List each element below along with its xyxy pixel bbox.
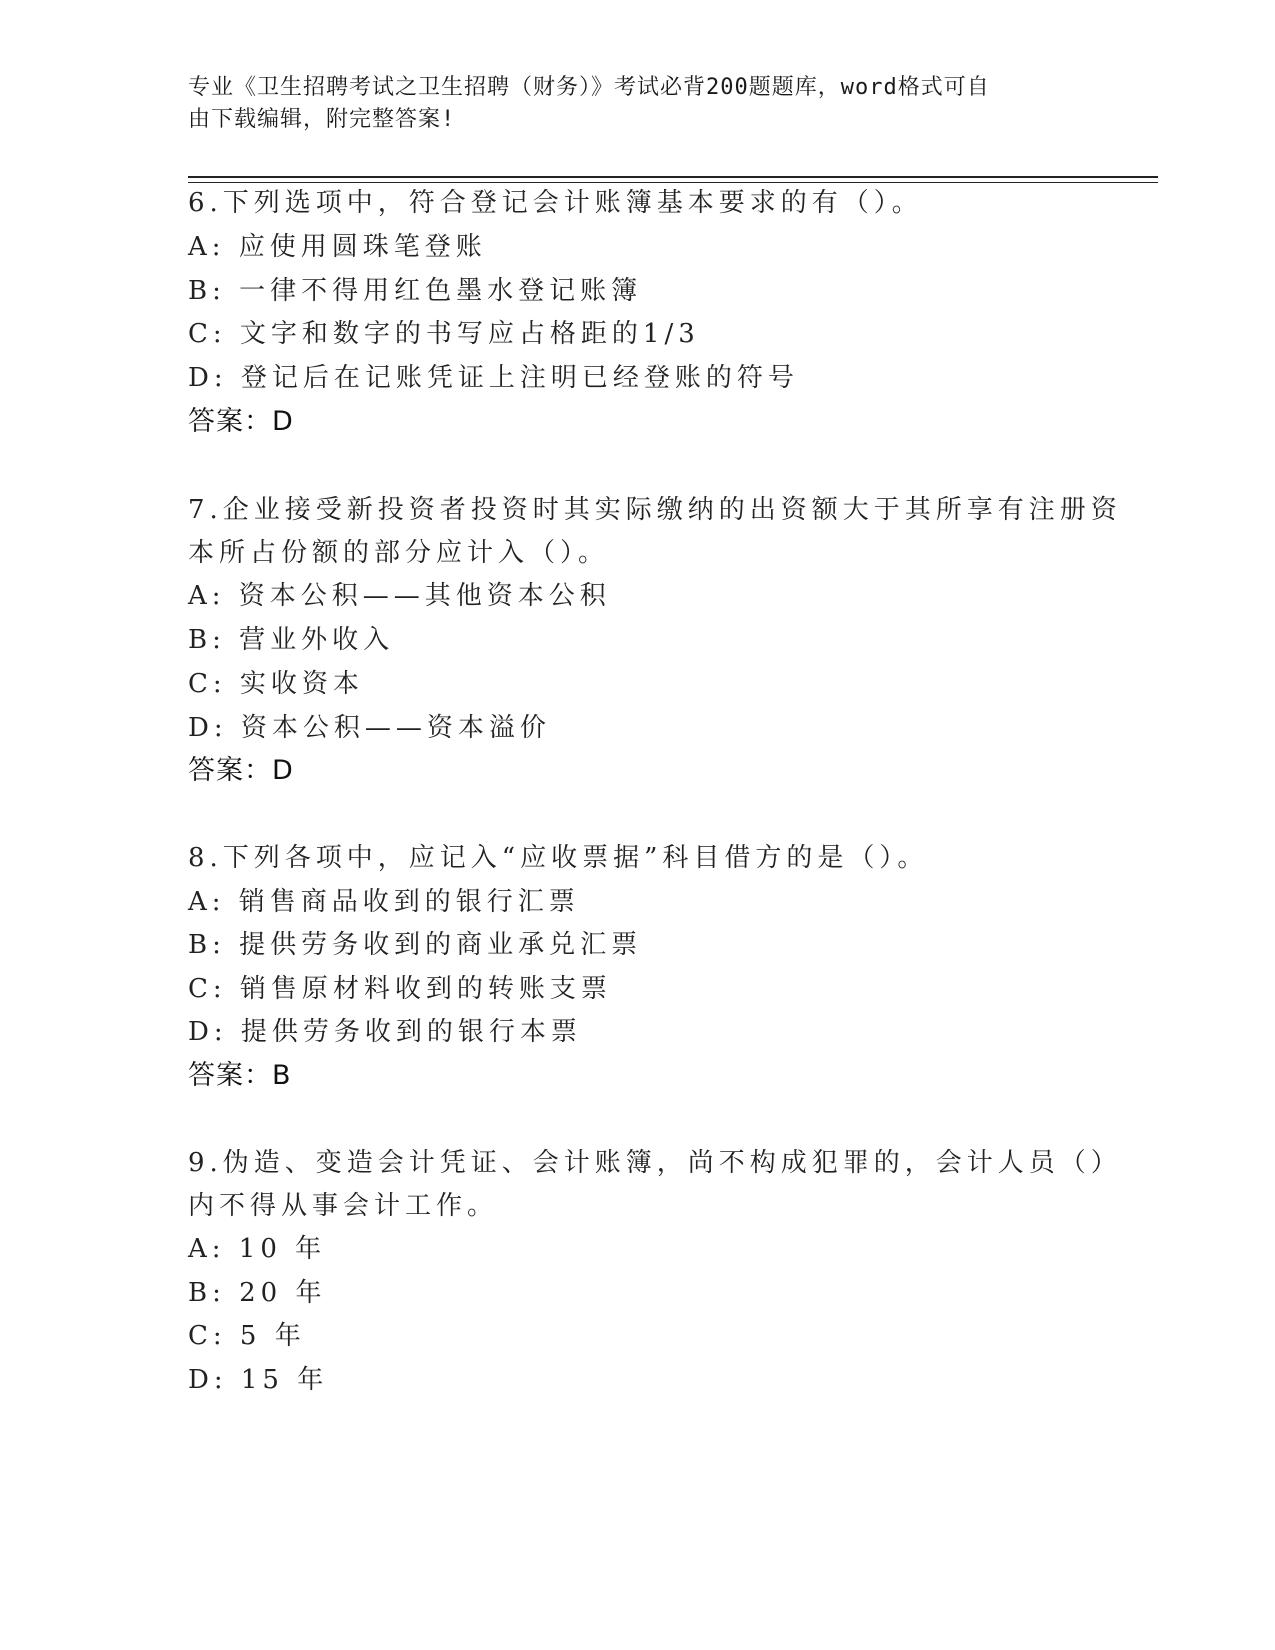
question-6-option-a: A: 应使用圆珠笔登账 — [188, 232, 487, 262]
header-divider-thin — [188, 182, 1158, 183]
header-title-line-1: 专业《卫生招聘考试之卫生招聘（财务）》考试必背200题题库，word格式可自 — [188, 75, 990, 100]
question-9-stem-line-1: 9.伪造、变造会计凭证、会计账簿，尚不构成犯罪的，会计人员（） — [188, 1148, 1122, 1178]
question-9-option-b: B: 20 年 — [188, 1278, 327, 1308]
question-7-stem-line-1: 7.企业接受新投资者投资时其实际缴纳的出资额大于其所享有注册资 — [188, 495, 1122, 525]
question-9-stem-line-2: 内不得从事会计工作。 — [188, 1191, 499, 1221]
question-8-option-a: A: 销售商品收到的银行汇票 — [188, 887, 580, 917]
question-6-option-b: B: 一律不得用红色墨水登记账簿 — [188, 276, 643, 306]
header-title-line-2: 由下载编辑，附完整答案! — [188, 107, 456, 132]
document-header — [188, 72, 1068, 136]
question-7-stem-line-2: 本所占份额的部分应计入（）。 — [188, 538, 610, 568]
header-divider-thick — [188, 176, 1158, 178]
question-9-option-a: A: 10 年 — [188, 1234, 327, 1264]
question-9-option-d: D: 15 年 — [188, 1365, 329, 1395]
question-6-option-c: C: 文字和数字的书写应占格距的1/3 — [188, 319, 700, 349]
question-9-option-c: C: 5 年 — [188, 1321, 306, 1351]
question-8-stem: 8.下列各项中，应记入“应收票据”科目借方的是（）。 — [188, 843, 929, 873]
question-8-option-d: D: 提供劳务收到的银行本票 — [188, 1017, 582, 1047]
question-7-option-d: D: 资本公积——资本溢价 — [188, 713, 551, 743]
question-8-option-c: C: 销售原材料收到的转账支票 — [188, 974, 612, 1004]
question-8-option-b: B: 提供劳务收到的商业承兑汇票 — [188, 930, 643, 960]
question-7-option-a: A: 资本公积——其他资本公积 — [188, 581, 611, 611]
question-7-option-c: C: 实收资本 — [188, 669, 364, 699]
question-8-answer: 答案：B — [188, 1060, 292, 1091]
question-6-option-d: D: 登记后在记账凭证上注明已经登账的符号 — [188, 363, 799, 393]
question-6-stem: 6.下列选项中，符合登记会计账簿基本要求的有（）。 — [188, 188, 923, 218]
question-6-answer: 答案：D — [188, 406, 294, 437]
question-7-option-b: B: 营业外收入 — [188, 625, 395, 655]
question-7-answer: 答案：D — [188, 755, 294, 786]
